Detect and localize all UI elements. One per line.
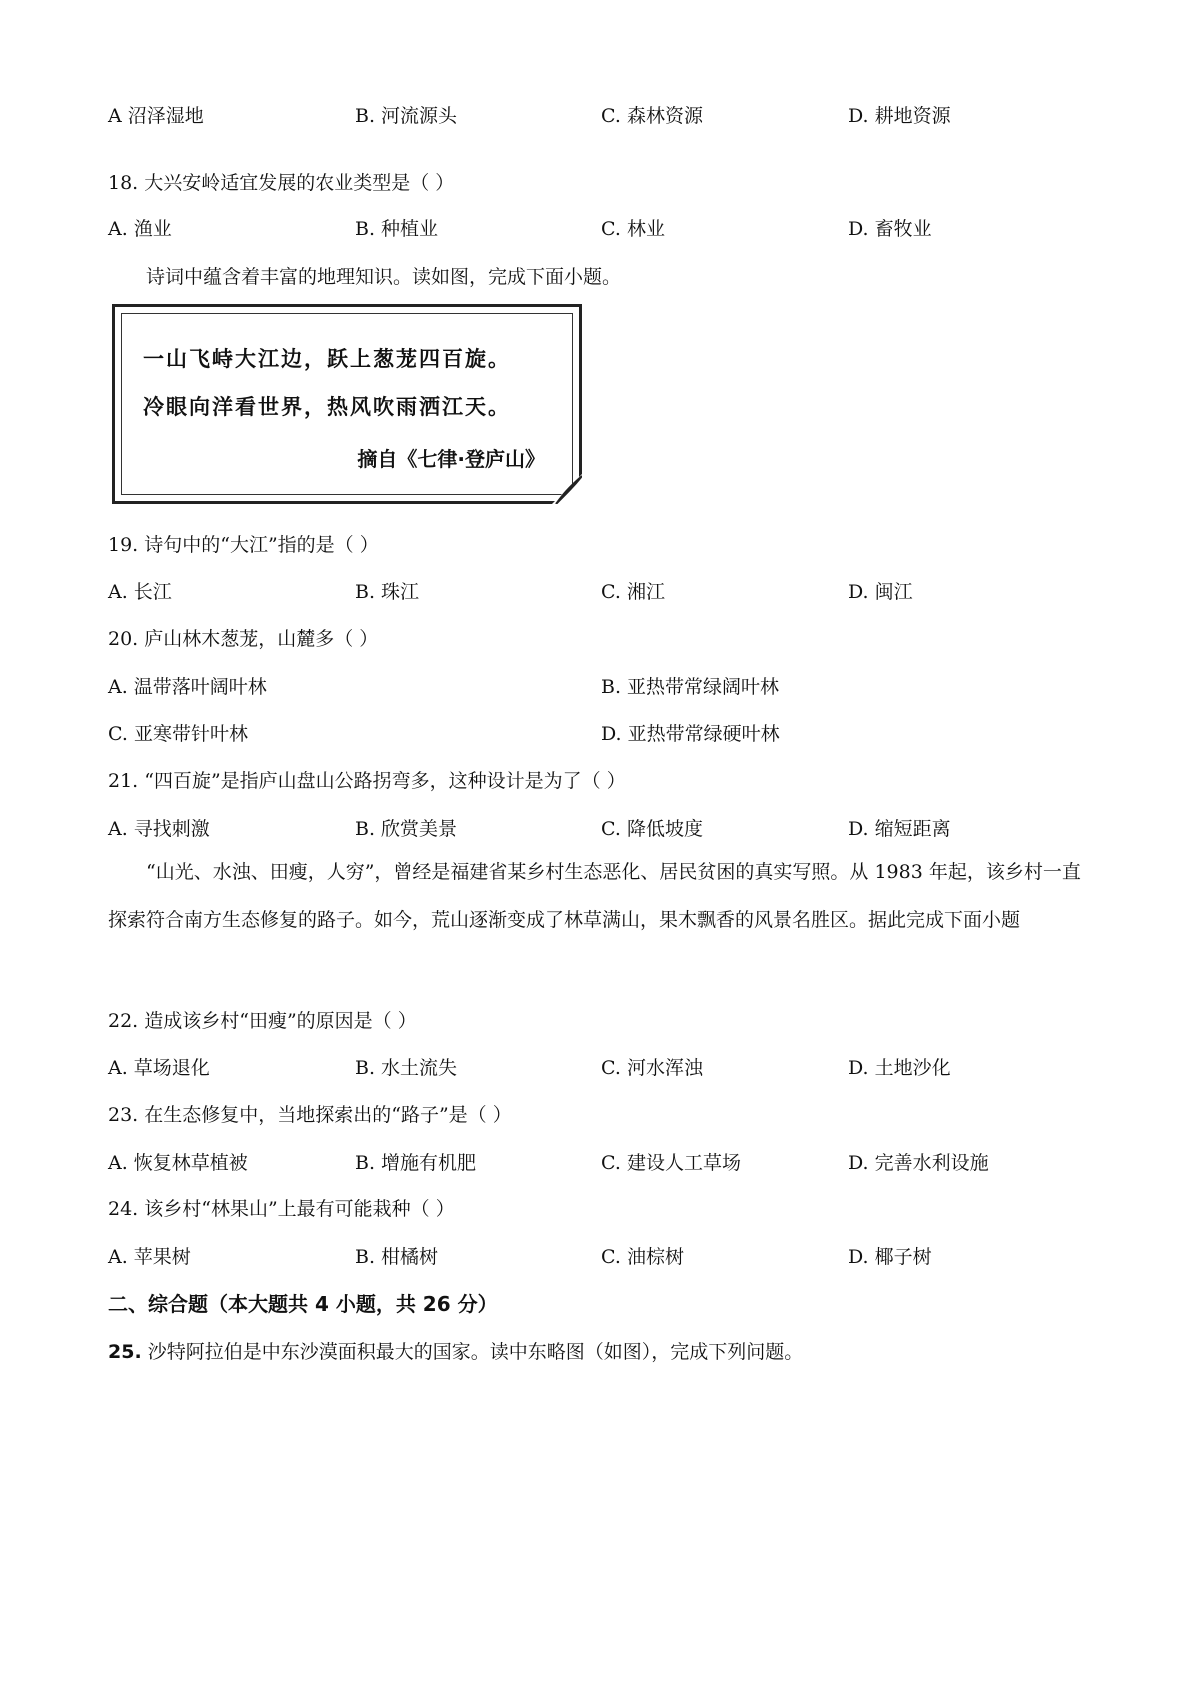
poem-line-1: 一山飞峙大江边，跃上葱茏四百旋。 (143, 347, 511, 371)
q24-option-d: D. 椰子树 (848, 1246, 932, 1268)
q18-stem: 18. 大兴安岭适宜发展的农业类型是（ ） (108, 172, 455, 194)
poem-intro: 诗词中蕴含着丰富的地理知识。读如图，完成下面小题。 (146, 266, 622, 288)
q25-stem (108, 1337, 803, 1364)
q19-options (108, 577, 1108, 605)
q24-option-b: B. 柑橘树 (355, 1246, 439, 1268)
q23-option-a: A. 恢复林草植被 (108, 1152, 248, 1174)
q20-options-row2 (108, 719, 1108, 747)
q18-option-c: C. 林业 (601, 218, 665, 240)
q18-option-a: A. 渔业 (108, 218, 172, 240)
poem-card (112, 304, 582, 504)
q22-options (108, 1053, 1108, 1081)
q23-stem: 23. 在生态修复中，当地探索出的“路子”是（ ） (108, 1104, 512, 1126)
q17-option-d: D. 耕地资源 (848, 105, 951, 127)
q22-stem: 22. 造成该乡村“田瘦”的原因是（ ） (108, 1010, 417, 1032)
q22-option-a: A. 草场退化 (108, 1057, 210, 1079)
q17-option-b: B. 河流源头 (355, 105, 458, 127)
q20-option-a: A. 温带落叶阔叶林 (108, 676, 267, 698)
q19-option-b: B. 珠江 (355, 581, 420, 603)
poem-source: 摘自《七律·登庐山》 (357, 447, 545, 471)
q22-option-c: C. 河水浑浊 (601, 1057, 703, 1079)
q21-option-c: C. 降低坡度 (601, 818, 703, 840)
q22-option-b: B. 水土流失 (355, 1057, 458, 1079)
q25-text: 沙特阿拉伯是中东沙漠面积最大的国家。读中东略图（如图），完成下列问题。 (141, 1341, 804, 1363)
q22-option-d: D. 土地沙化 (848, 1057, 951, 1079)
q21-option-d: D. 缩短距离 (848, 818, 951, 840)
q20-option-c: C. 亚寒带针叶林 (108, 723, 248, 745)
q18-options (108, 214, 1108, 242)
q23-option-d: D. 完善水利设施 (848, 1152, 989, 1174)
q21-stem: 21. “四百旋”是指庐山盘山公路拐弯多，这种设计是为了（ ） (108, 770, 626, 792)
q20-options-row1 (108, 672, 1108, 700)
q19-stem: 19. 诗句中的“大江”指的是（ ） (108, 534, 379, 556)
q21-option-a: A. 寻找刺激 (108, 818, 210, 840)
q24-stem: 24. 该乡村“林果山”上最有可能栽种（ ） (108, 1198, 455, 1220)
q17-options (108, 101, 1108, 129)
poem-line-2: 冷眼向洋看世界，热风吹雨洒江天。 (143, 395, 511, 419)
q21-options (108, 814, 1108, 842)
q24-options (108, 1242, 1108, 1270)
village-intro: “山光、水浊、田瘦，人穷”，曾经是福建省某乡村生态恶化、居民贫困的真实写照。从 1983 年起，该乡村一直探索符合南方生态修复的路子。如今，荒山逐渐变成了林草满山，果木飘香的风景名胜区。据此完成下面小题 (108, 861, 1081, 931)
q19-option-d: D. 闽江 (848, 581, 913, 603)
q23-option-c: C. 建设人工草场 (601, 1152, 741, 1174)
q24-option-a: A. 苹果树 (108, 1246, 191, 1268)
q18-option-b: B. 种植业 (355, 218, 439, 240)
section-2-heading: 二、综合题（本大题共 4 小题，共 26 分） (108, 1292, 498, 1316)
q20-stem: 20. 庐山林木葱茏，山麓多（ ） (108, 628, 379, 650)
page-curl-icon (552, 474, 582, 504)
q19-option-a: A. 长江 (108, 581, 172, 603)
q21-option-b: B. 欣赏美景 (355, 818, 458, 840)
q23-option-b: B. 增施有机肥 (355, 1152, 477, 1174)
q17-option-c: C. 森林资源 (601, 105, 703, 127)
q18-option-d: D. 畜牧业 (848, 218, 932, 240)
q19-option-c: C. 湘江 (601, 581, 665, 603)
q25-number: 25. (108, 1341, 142, 1363)
q20-option-b: B. 亚热带常绿阔叶林 (601, 676, 780, 698)
q17-option-a: A 沼泽湿地 (108, 105, 204, 127)
q23-options (108, 1148, 1108, 1176)
q24-option-c: C. 油棕树 (601, 1246, 684, 1268)
q20-option-d: D. 亚热带常绿硬叶林 (601, 723, 780, 745)
